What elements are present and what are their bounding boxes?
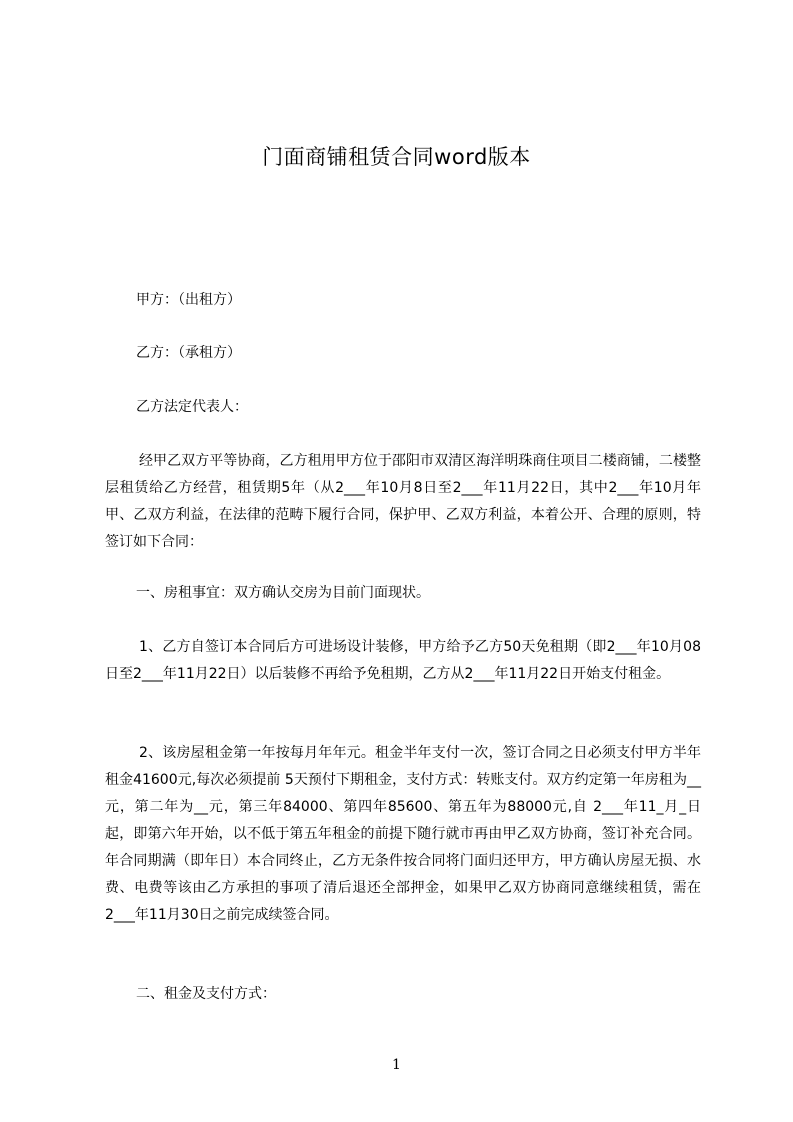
clause-1-paragraph: 1、乙方自签订本合同后方可进场设计装修，甲方给予乙方50天免租期（即2___年10月08日至2___年11月22日）以后装修不再给予免租期，乙方从2___年11月22日开始支付租金。	[105, 639, 701, 682]
party-b-representative-line: 乙方法定代表人：	[136, 399, 248, 415]
intro-paragraph: 经甲乙双方平等协商，乙方租用甲方位于邵阳市双清区海洋明珠商住项目二楼商铺，二楼整层租赁给乙方经营，租赁期5年（从2___年10月8日至2___年11月22日，其中2___年10月年甲、乙双方利益，在法律的范畴下履行合同，保护甲、乙双方利益，本着公开、合理的原则，特签订如下合同：	[105, 453, 701, 550]
page-number: 1	[392, 1057, 401, 1073]
clause-2-paragraph: 2、该房屋租金第一年按每月年年元。租金半年支付一次，签订合同之日必须支付甲方半年租金41600元,每次必须提前 5天预付下期租金，支付方式：转账支付。双方约定第一年房租为__元，第二年为__元，第三年84000、第四年85600、第五年为88000元,自 2___年11_月_日起，即第六年开始，以不低于第五年租金的前提下随行就市再由甲乙双方协商，签订补充合同。年合同期满（即年日）本合同终止，乙方无条件按合同将门面归还甲方，甲方确认房屋无损、水费、电费等该由乙方承担的事项了清后退还全部押金，如果甲乙双方协商同意继续租赁，需在2___年11月30日之前完成续签合同。	[105, 745, 701, 923]
party-a-line: 甲方：（出租方）	[136, 292, 241, 308]
section-2-heading: 二、租金及支付方式：	[136, 986, 276, 1002]
section-1-heading: 一、房租事宜：双方确认交房为目前门面现状。	[136, 585, 430, 601]
party-b-line: 乙方：（承租方）	[136, 345, 241, 361]
document-title: 门面商铺租赁合同word版本	[262, 145, 531, 169]
